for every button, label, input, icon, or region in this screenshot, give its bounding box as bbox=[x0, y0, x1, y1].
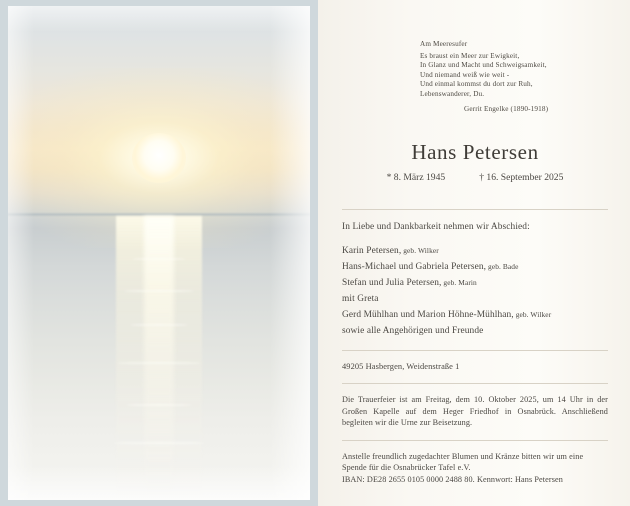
poem-line-4: Und einmal kommst du dort zur Ruh, bbox=[420, 80, 533, 89]
text-panel bbox=[318, 0, 630, 506]
water-ripple bbox=[124, 290, 194, 292]
donation-notice bbox=[342, 451, 608, 486]
poem bbox=[342, 40, 608, 114]
list-item bbox=[342, 325, 608, 338]
address: 49205 Hasbergen, Weidenstraße 1 bbox=[342, 361, 460, 371]
water-ripple bbox=[126, 404, 192, 406]
sunset-over-sea-photo bbox=[8, 6, 310, 500]
death-date: † 16. September 2025 bbox=[479, 172, 564, 184]
poem-author: Gerrit Engelke (1890-1918) bbox=[464, 104, 549, 113]
mourner-name: mit Greta bbox=[342, 294, 379, 305]
mourner-name: sowie alle Angehörigen und Freunde bbox=[342, 326, 484, 337]
poem-line-3: Und niemand weiß wie weit - bbox=[420, 70, 510, 79]
poem-line-2: In Glanz und Macht und Schweigsamkeit, bbox=[420, 61, 547, 70]
mourner-name: Karin Petersen, bbox=[342, 245, 402, 256]
divider bbox=[342, 209, 608, 210]
sun-reflection bbox=[116, 216, 202, 496]
list-item bbox=[342, 277, 608, 290]
water-ripple bbox=[113, 442, 205, 444]
photo-edge-fade bbox=[8, 6, 310, 500]
poem-title: Am Meeresufer bbox=[420, 40, 468, 48]
mourners-list bbox=[342, 245, 608, 338]
sun-reflection-core bbox=[144, 216, 174, 496]
mourner-suffix: geb. Marin bbox=[441, 277, 477, 287]
poem-line-5: Lebenswanderer, Du. bbox=[420, 89, 485, 98]
poem-line-1: Es braust ein Meer zur Ewigkeit, bbox=[420, 51, 520, 60]
divider bbox=[342, 383, 608, 384]
list-item bbox=[342, 261, 608, 274]
horizon-line bbox=[8, 212, 310, 217]
deceased-name: Hans Petersen bbox=[411, 140, 539, 165]
water-ripple bbox=[117, 362, 201, 364]
water-ripple bbox=[130, 324, 188, 326]
donation-text: Anstelle freundlich zugedachter Blumen und Kränze bitten wir um eine Spende für die Osnabrücker Tafel e.V. bbox=[342, 451, 584, 473]
list-item bbox=[342, 245, 608, 258]
water-ripple bbox=[132, 258, 186, 260]
mourner-name: Stefan und Julia Petersen, bbox=[342, 277, 442, 288]
divider bbox=[342, 350, 608, 351]
mourner-suffix: geb. Wilker bbox=[513, 310, 552, 320]
mourner-suffix: geb. Bade bbox=[486, 261, 519, 271]
intro-text: In Liebe und Dankbarkeit nehmen wir Abschied: bbox=[342, 222, 530, 233]
mourner-suffix: geb. Wilker bbox=[401, 245, 439, 255]
mourner-name: Hans-Michael und Gabriela Petersen, bbox=[342, 261, 487, 272]
sun-icon bbox=[132, 133, 186, 183]
sun-glow bbox=[9, 68, 309, 248]
divider bbox=[342, 440, 608, 441]
deceased-dates bbox=[342, 172, 608, 183]
mourner-name: Gerd Mühlhan und Marion Höhne-Mühlhan, bbox=[342, 310, 514, 321]
list-item bbox=[342, 309, 608, 322]
service-details: Die Trauerfeier ist am Freitag, dem 10. Oktober 2025, um 14 Uhr in der Großen Kapelle auf dem Heger Friedhof in Osnabrück. Anschließend begleiten wir die Urne zur Beisetzung. bbox=[342, 395, 608, 428]
list-item bbox=[342, 293, 608, 306]
donation-iban: IBAN: DE28 2655 0105 0000 2488 80. Kennwort: Hans Petersen bbox=[342, 475, 563, 485]
birth-date: * 8. März 1945 bbox=[386, 172, 446, 184]
